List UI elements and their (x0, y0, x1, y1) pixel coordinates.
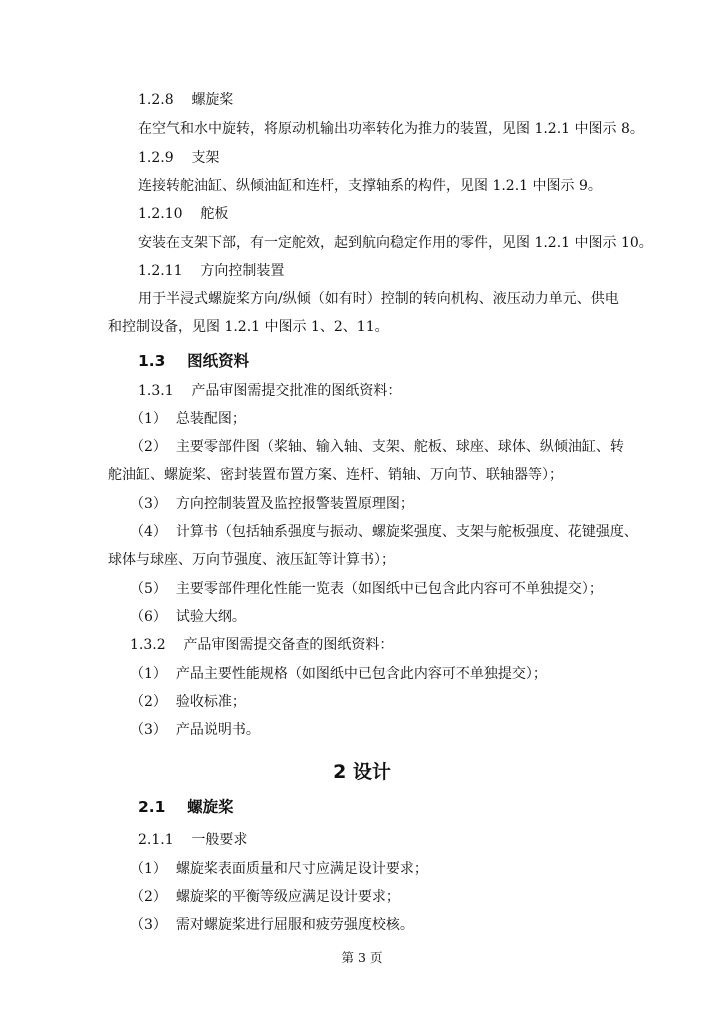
heading-title: 产品审图需提交批准的图纸资料： (191, 383, 402, 399)
heading-number: 1.3.2 (130, 637, 166, 653)
list-item (130, 888, 400, 906)
heading-title: 螺旋桨 (187, 798, 234, 816)
heading-title: 方向控制装置 (200, 263, 285, 279)
paragraph-continuation: 和控制设备，见图 1.2.1 中图示 1、2、11。 (108, 319, 389, 335)
heading-number: 1.2.10 (138, 206, 183, 222)
chapter-title: 设计 (352, 761, 391, 783)
list-item-continuation: 球体与球座、万向节强度、液压缸等计算书）； (108, 552, 395, 568)
list-text: 验收标准； (175, 694, 246, 710)
list-index: （2） (130, 694, 167, 710)
heading-number: 1.2.8 (138, 92, 174, 108)
list-item (130, 721, 260, 739)
list-text: 螺旋桨表面质量和尺寸应满足设计要求； (175, 861, 428, 877)
list-item (130, 916, 414, 934)
heading-1-2-9 (138, 149, 219, 167)
heading-1-3-1 (138, 382, 401, 400)
heading-1-2-11 (138, 262, 284, 280)
list-item (130, 495, 414, 513)
list-text: 需对螺旋桨进行屈服和疲劳强度校核。 (175, 917, 414, 933)
list-text: 主要零部件图（桨轴、输入轴、支架、舵板、球座、球体、纵倾油缸、转 (175, 439, 624, 455)
list-index: （1） (130, 666, 167, 682)
list-index: （3） (130, 722, 167, 738)
list-index: （2） (130, 439, 167, 455)
heading-1-2-10 (138, 205, 228, 223)
list-text: 主要零部件理化性能一览表（如图纸中已包含此内容可不单独提交）； (175, 581, 603, 597)
list-text: 总装配图； (175, 411, 246, 427)
chapter-heading-2 (0, 760, 724, 784)
heading-number: 2.1.1 (138, 832, 174, 848)
heading-number: 1.3.1 (138, 383, 174, 399)
section-heading-1-3 (138, 351, 249, 371)
list-index: （1） (130, 861, 167, 877)
list-item (130, 665, 547, 683)
section-heading-2-1 (138, 797, 234, 817)
heading-number: 1.2.11 (138, 263, 183, 279)
list-text: 产品主要性能规格（如图纸中已包含此内容可不单独提交）； (175, 666, 547, 682)
list-item (130, 860, 428, 878)
list-index: （3） (130, 917, 167, 933)
heading-1-2-8 (138, 91, 233, 109)
heading-2-1-1 (138, 831, 247, 849)
list-index: （3） (130, 496, 167, 512)
list-text: 计算书（包括轴系强度与振动、螺旋桨强度、支架与舵板强度、花键强度、 (175, 524, 638, 540)
list-index: （1） (130, 411, 167, 427)
list-item (130, 608, 246, 626)
heading-1-3-2 (130, 636, 393, 654)
list-text: 螺旋桨的平衡等级应满足设计要求； (175, 889, 400, 905)
list-item (130, 410, 246, 428)
paragraph: 用于半浸式螺旋桨方向/纵倾（如有时）控制的转向机构、液压动力单元、供电 (138, 291, 619, 307)
heading-title: 产品审图需提交备查的图纸资料： (183, 637, 394, 653)
page-number: 第 3 页 (341, 950, 383, 965)
list-index: （2） (130, 889, 167, 905)
heading-title: 图纸资料 (187, 352, 250, 370)
paragraph: 在空气和水中旋转，将原动机输出功率转化为推力的装置，见图 1.2.1 中图示 8。 (138, 121, 644, 137)
heading-title: 支架 (191, 150, 220, 166)
heading-title: 一般要求 (191, 832, 248, 848)
heading-number: 1.2.9 (138, 150, 174, 166)
list-text: 产品说明书。 (175, 722, 260, 738)
list-text: 方向控制装置及监控报警装置原理图； (175, 496, 414, 512)
list-item (130, 580, 603, 598)
list-text: 试验大纲。 (175, 609, 246, 625)
list-index: （5） (130, 581, 167, 597)
paragraph: 连接转舵油缸、纵倾油缸和连杆，支撑轴系的构件，见图 1.2.1 中图示 9。 (138, 178, 602, 194)
list-item (130, 523, 638, 541)
list-item (130, 438, 624, 456)
heading-number: 2.1 (138, 798, 166, 816)
list-index: （4） (130, 524, 167, 540)
list-item (130, 693, 246, 711)
paragraph: 安装在支架下部，有一定舵效，起到航向稳定作用的零件，见图 1.2.1 中图示 10。 (138, 235, 653, 251)
heading-title: 螺旋桨 (191, 92, 234, 108)
list-index: （6） (130, 609, 167, 625)
heading-number: 1.3 (138, 352, 166, 370)
heading-title: 舵板 (200, 206, 229, 222)
chapter-number: 2 (333, 761, 347, 783)
list-item-continuation: 舵油缸、螺旋桨、密封装置布置方案、连杆、销轴、万向节、联轴器等）； (108, 467, 563, 483)
